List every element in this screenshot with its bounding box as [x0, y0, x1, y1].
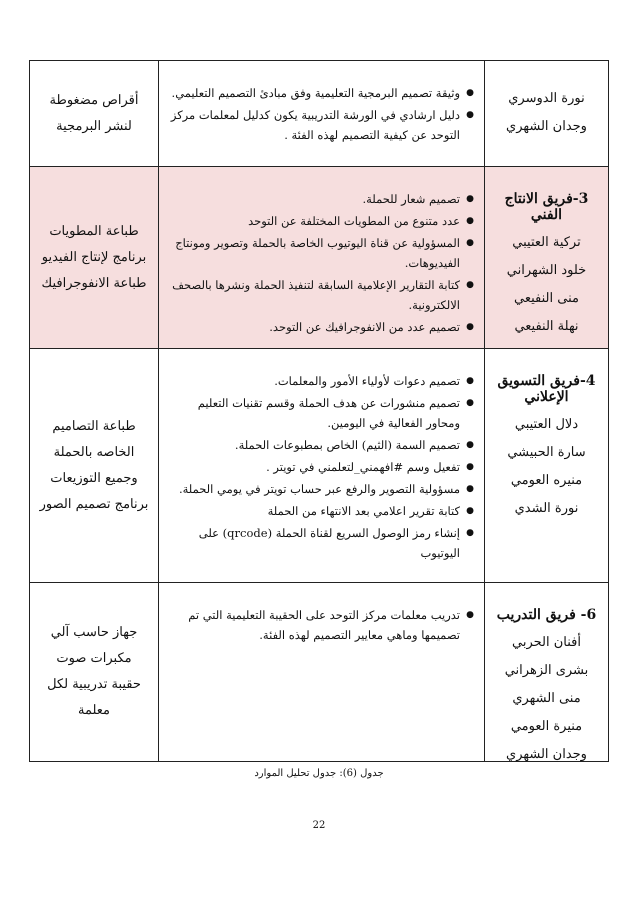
tasks-cell: [158, 349, 484, 582]
task-list: [167, 83, 474, 145]
task-list: [167, 371, 474, 563]
task-item: ● تصميم السمة (الثيم) الخاص بمطبوعات الحملة.: [167, 435, 474, 455]
team-member: أفنان الحربي: [512, 635, 581, 650]
tasks-cell: [158, 583, 484, 761]
task-item: ● تصميم دعوات لأولياء الأمور والمعلمات.: [167, 371, 474, 391]
team-member: نهلة النفيعي: [514, 319, 579, 334]
team-member: نورة الدوسري: [508, 91, 585, 106]
task-item: ● مسؤولية التصوير والرفع عبر حساب تويتر في يومي الحملة.: [167, 479, 474, 499]
resource-line: جهاز حاسب آلي: [50, 625, 138, 640]
resource-line: برنامج لإنتاج الفيديو: [41, 249, 147, 265]
team-title: 6- فريق التدريب: [496, 607, 597, 623]
table-row: [30, 583, 608, 761]
team-cell: [484, 349, 608, 582]
resource-line: لنشر البرمجية: [56, 118, 132, 134]
resource-line: وجميع التوزيعات: [50, 470, 138, 486]
team-cell: [484, 61, 608, 166]
team-member: بشرى الزهراني: [504, 663, 589, 678]
tasks-cell: [158, 61, 484, 166]
resources-cell: [30, 349, 158, 582]
task-item: ● تفعيل وسم #افهمني_لتعلمني في تويتر .: [167, 457, 474, 477]
task-list: [167, 189, 474, 337]
team-member: وجدان الشهري: [506, 119, 587, 134]
team-member: منيره العومي: [510, 473, 583, 488]
task-item: ● تدريب معلمات مركز التوحد على الحقيبة التعليمية التي تم تصميمها وماهي معايير التصميم لهذه الفئة.: [167, 605, 474, 645]
task-item: ● عدد متنوع من المطويات المختلفة عن التوحد: [167, 211, 474, 231]
page-number: 22: [312, 820, 326, 831]
table-row: [30, 349, 608, 583]
resource-line: الخاصه بالحملة: [53, 444, 135, 460]
team-title: 4-فريق التسويق الإعلاني: [497, 373, 596, 405]
resources-cell: [30, 167, 158, 348]
task-item: ● تصميم عدد من الانفوجرافيك عن التوحد.: [167, 317, 474, 337]
task-list: [167, 605, 474, 645]
task-item: ● كتابة تقرير اعلامي بعد الانتهاء من الحملة: [167, 501, 474, 521]
team-member: خلود الشهراني: [506, 263, 587, 278]
team-member: نورة الشدي: [514, 501, 579, 516]
task-item: ● تصميم شعار للحملة.: [167, 189, 474, 209]
table-caption: جدول (6): جدول تحليل الموارد: [254, 768, 384, 779]
resource-line: طباعة التصاميم: [52, 418, 136, 434]
team-member: منى الشهري: [512, 691, 581, 706]
team-member: دلال العتيبي: [514, 417, 579, 432]
resource-line: حقيبة تدريبية لكل: [47, 677, 141, 692]
team-member: منيرة العومي: [510, 719, 583, 734]
resource-line: مكبرات صوت: [56, 651, 132, 666]
team-member: وجدان الشهري: [506, 747, 587, 762]
resource-line: برنامج تصميم الصور: [39, 496, 149, 512]
table-row: [30, 167, 608, 349]
resource-line: طباعة المطويات: [49, 223, 139, 239]
team-cell: [484, 167, 608, 348]
resource-line: أقراص مضغوطة: [49, 92, 139, 108]
resource-line: طباعة الانفوجرافيك: [41, 275, 147, 291]
team-member: تركية العتيبي: [512, 235, 581, 250]
task-item: ● تصميم منشورات عن هدف الحملة وقسم تقنيات التعليم ومحاور الفعالية في اليومين.: [167, 393, 474, 433]
table-row: [30, 61, 608, 167]
team-title: 3-فريق الانتاج الفني: [504, 191, 589, 223]
task-item: ● كتابة التقارير الإعلامية السابقة لتنفيذ الحملة ونشرها بالصحف الالكترونية.: [167, 275, 474, 315]
resources-cell: [30, 61, 158, 166]
resources-cell: [30, 583, 158, 761]
task-item: ● المسؤولية عن قناة اليوتيوب الخاصة بالحملة وتصوير ومونتاج الفيديوهات.: [167, 233, 474, 273]
task-item: ● وثيقة تصميم البرمجية التعليمية وفق مبادئ التصميم التعليمي.: [167, 83, 474, 103]
resource-line: معلمة: [77, 703, 111, 718]
team-member: منى النفيعي: [514, 291, 579, 306]
task-item: ● دليل ارشادي في الورشة التدريبية يكون كدليل لمعلمات مركز التوحد عن كيفية التصميم لهذه الفئة .: [167, 105, 474, 145]
resources-table: [29, 60, 609, 762]
team-cell: [484, 583, 608, 761]
team-member: سارة الحبيشي: [507, 445, 586, 460]
task-item: ● إنشاء رمز الوصول السريع لقناة الحملة (qrcode) على اليوتيوب: [167, 523, 474, 563]
tasks-cell: [158, 167, 484, 348]
